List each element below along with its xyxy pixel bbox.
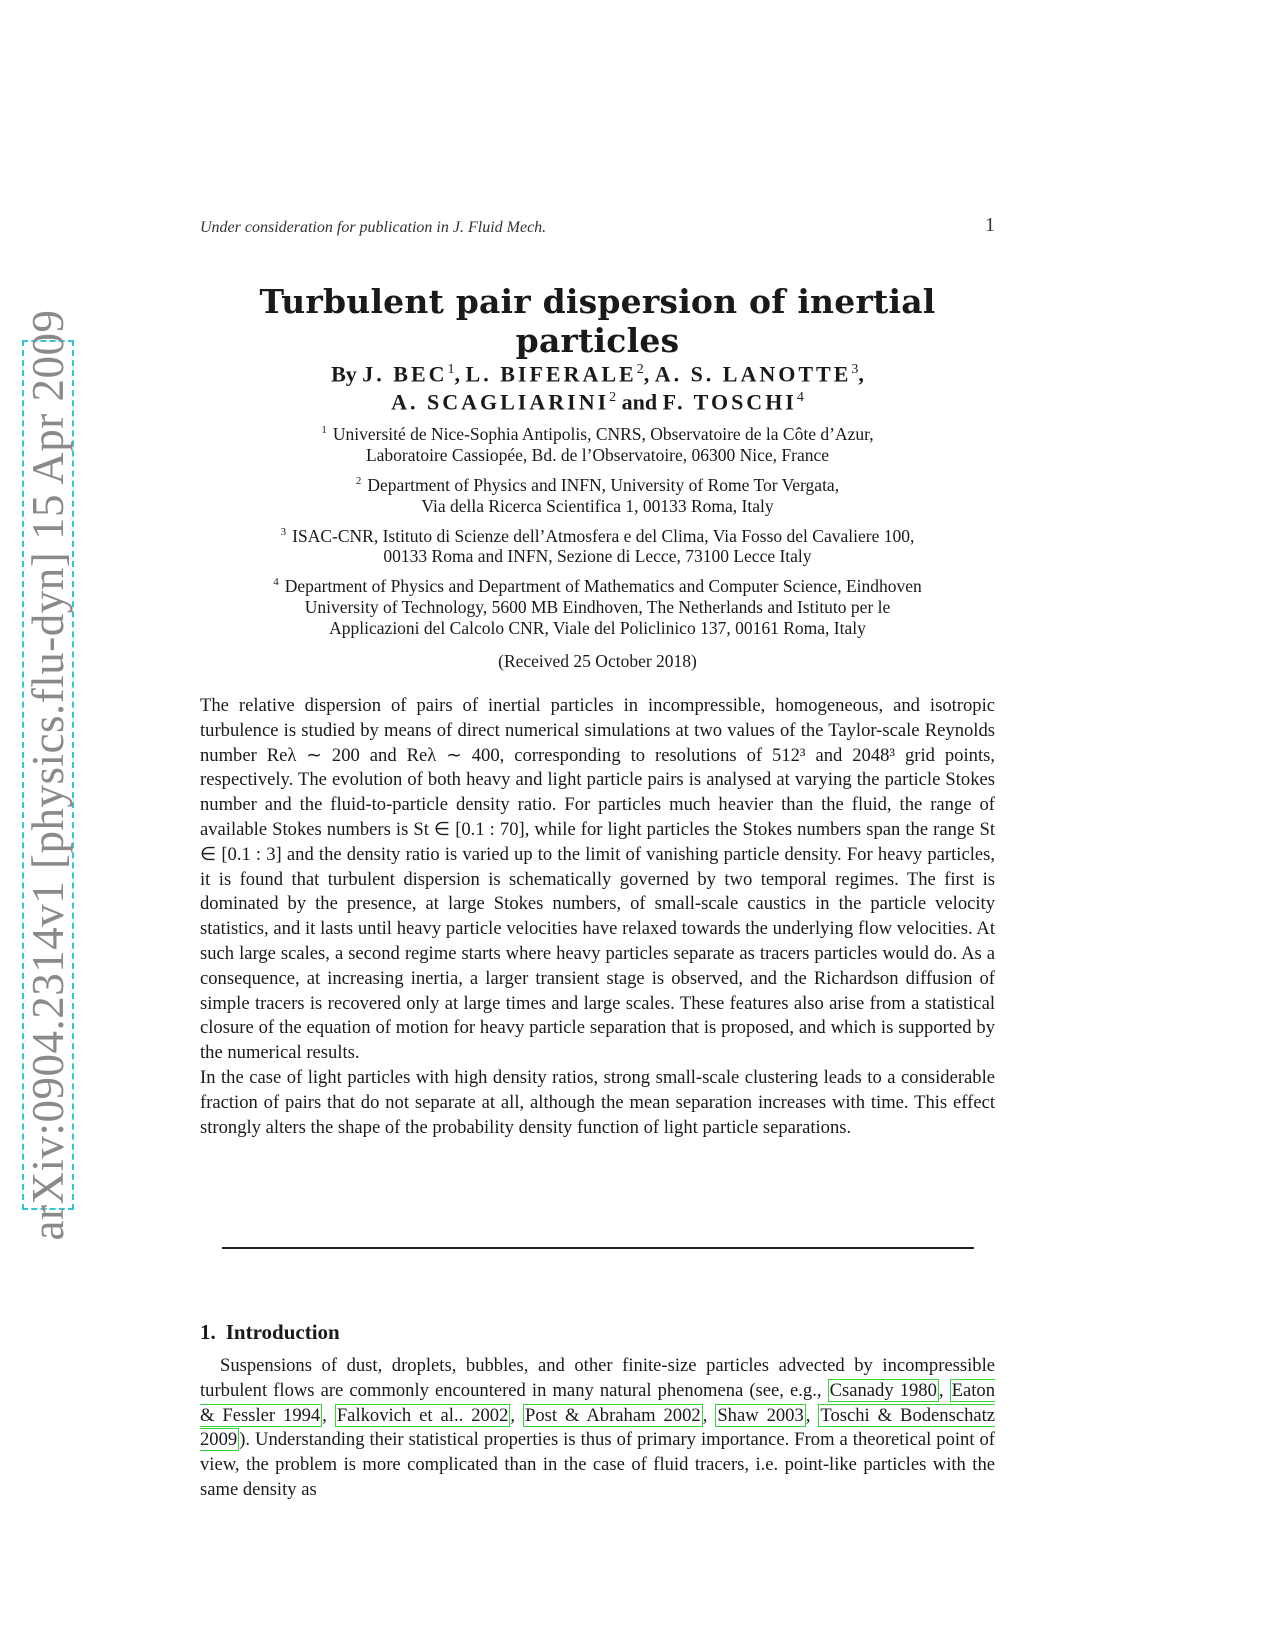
abstract xyxy=(200,694,995,1140)
author-by: By xyxy=(331,361,357,387)
affiliation xyxy=(200,522,995,568)
author-line-2 xyxy=(200,386,995,414)
author-name: L. BIFERALE xyxy=(465,361,637,387)
affiliation-line: Department of Physics and INFN, University of Rome Tor Vergata, xyxy=(367,474,840,495)
author-list xyxy=(200,358,995,415)
author-sep: , xyxy=(454,361,466,387)
affiliation-line: Department of Physics and Department of Mathematics and Computer Science, Eindhoven xyxy=(284,576,922,597)
citation-link[interactable]: Csanady 1980 xyxy=(829,1379,937,1401)
affiliation xyxy=(200,471,995,517)
arxiv-stamp[interactable] xyxy=(22,309,74,1241)
author-line-1 xyxy=(200,358,995,386)
citation-link[interactable]: Post & Abraham 2002 xyxy=(525,1404,701,1426)
citation-link[interactable]: Eaton & Fessler 1994 xyxy=(200,1379,996,1426)
intro-paragraph: Suspensions of dust, droplets, bubbles, and other finite-size particles advected by incompressible turbulent flows are commonly encountered in many natural phenomena (see, e.g., Csanady 1980 , Eaton & Fessler 1994 , Falkovich et al.. 2002 , Post & Abraham 2002 , Shaw 2003 , Toschi & Bodenschatz 2009 ). Understanding their statistical properties is thus of primary importance. From a theoretical point of view, the problem is more complicated than in the case of fluid tracers, i.e. point-like particles with the same density as xyxy=(200,1355,996,1500)
running-header: Under consideration for publication in J. Fluid Mech. xyxy=(200,219,547,236)
affiliation xyxy=(200,572,995,639)
affiliation-line: ISAC-CNR, Istituto di Scienze dell’Atmosfera e del Clima, Via Fosso del Cavaliere 100, xyxy=(292,525,915,546)
author-name: J. BEC xyxy=(362,361,448,387)
author-sep: , xyxy=(643,361,655,387)
author-name: A. SCAGLIARINI xyxy=(391,389,610,415)
affiliation-line: Laboratoire Cassiopée, Bd. de l’Observatoire, 06300 Nice, France xyxy=(365,444,830,465)
affiliation-line: 00133 Roma and INFN, Sezione di Lecce, 73100 Lecce Italy xyxy=(383,546,812,567)
section-number: 1. xyxy=(200,1320,216,1344)
author-sep: and xyxy=(616,389,663,415)
affiliation-mark: 4 xyxy=(273,576,279,589)
arxiv-stamp-text: arXiv:0904.2314v1 [physics.flu-dyn] 15 Apr 2009 xyxy=(23,309,73,1241)
abstract-paragraph: The relative dispersion of pairs of inertial particles in incompressible, homogeneous, and isotropic turbulence is studied by means of direct numerical simulations at two values of the Taylor-scale Reynolds number Reλ ∼ 200 and Reλ ∼ 400, corresponding to resolutions of 512³ and 2048³ grid points, respectively. The evolution of both heavy and light particle pairs is analysed at varying the particle Stokes number and the fluid-to-particle density ratio. For particles much heavier than the fluid, the range of available Stokes numbers is St ∈ [0.1 : 70], while for light particles the Stokes numbers span the range St ∈ [0.1 : 3] and the density ratio is varied up to the limit of vanishing particle density. For heavy particles, it is found that turbulent dispersion is schematically governed by two temporal regimes. The first is dominated by the presence, at large Stokes numbers, of small-scale caustics in the particle velocity statistics, and it lasts until heavy particle velocities have relaxed towards the underlying flow velocities. At such large scales, a second regime starts where heavy particles separate as tracers particles would do. As a consequence, at increasing inertia, a larger transient stage is observed, and the Richardson diffusion of simple tracers is recovered only at large times and large scales. These features also arise from a statistical closure of the equation of motion for heavy particle separation that is proposed, and which is supported by the numerical results. xyxy=(200,695,995,1064)
section-divider xyxy=(222,1247,974,1249)
affiliation-line: Via della Ricerca Scientifica 1, 00133 Roma, Italy xyxy=(421,495,774,516)
affiliation-line: University of Technology, 5600 MB Eindhoven, The Netherlands and Istituto per le xyxy=(304,597,891,618)
affiliation-mark: 2 xyxy=(355,474,362,487)
abstract-paragraph: In the case of light particles with high density ratios, strong small-scale clustering leads to a considerable fraction of pairs that do not separate at all, although the mean separation increases with time. This effect strongly alters the shape of the probability density function of light particle separations. xyxy=(200,1066,995,1138)
author-name: A. S. LANOTTE xyxy=(654,361,852,387)
affiliation-line: Université de Nice-Sophia Antipolis, CNRS, Observatoire de la Côte d’Azur, xyxy=(332,423,874,444)
author-affil-mark: 4 xyxy=(796,390,804,406)
received-date: (Received 25 October 2018) xyxy=(498,651,697,671)
author-affil-mark: 2 xyxy=(609,390,617,406)
paper-title: Turbulent pair dispersion of inertial particles xyxy=(259,282,936,360)
author-affil-mark: 1 xyxy=(447,362,455,377)
citation-link[interactable]: Toschi & Bodenschatz 2009 xyxy=(200,1404,996,1451)
intro-text: Suspensions of dust, droplets, bubbles, and other finite-size particles advected by incompressible turbulent flows are commonly encountered in many natural phenomena (see, e.g., xyxy=(200,1355,995,1401)
affiliation xyxy=(200,420,995,466)
author-affil-mark: 2 xyxy=(636,362,644,377)
intro-text: ). Understanding their statistical properties is thus of primary importance. From a theoretical point of view, the problem is more complicated than in the case of fluid tracers, i.e. point-like particles with the same density as xyxy=(200,1429,995,1500)
affiliation-mark: 3 xyxy=(280,525,287,538)
citation-link[interactable]: Shaw 2003 xyxy=(717,1404,804,1426)
author-name: F. TOSCHI xyxy=(662,389,797,415)
page-number: 1 xyxy=(985,214,995,236)
affiliation-line: Applicazioni del Calcolo CNR, Viale del Policlinico 137, 00161 Roma, Italy xyxy=(329,618,866,639)
author-sep: , xyxy=(858,361,864,387)
affiliation-mark: 1 xyxy=(321,424,327,436)
author-affil-mark: 3 xyxy=(851,362,859,377)
section-heading xyxy=(200,1320,340,1345)
section-title: Introduction xyxy=(225,1320,340,1344)
affiliations xyxy=(200,420,995,644)
citation-link[interactable]: Falkovich et al.. 2002 xyxy=(336,1404,509,1426)
